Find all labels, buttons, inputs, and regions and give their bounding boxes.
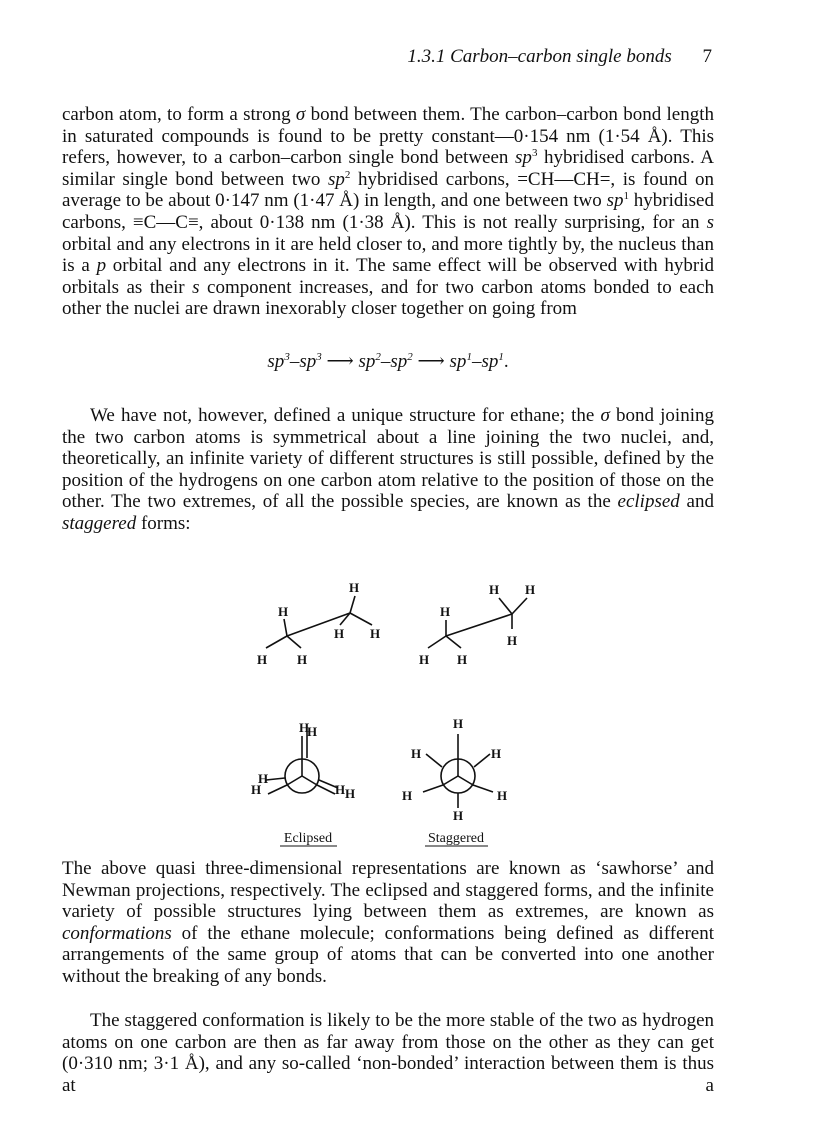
h-label: H [257, 652, 268, 667]
paragraph-staggered-stability: The staggered conformation is likely to be the more stable of the two as hydrogen atoms on one carbon are then as far away from those on the other as they can get (0·310 nm; 3·1 Å), and any so-called ‘non-bonded’ interaction between them is thus at a [62, 1010, 714, 1096]
hybridisation-sequence: $sp^3-sp^3$ ⟶ $sp^2-sp^2$ ⟶ $sp^1-sp^1$. [267, 351, 509, 372]
h-label: H [251, 782, 262, 797]
h-label: H [453, 716, 464, 731]
h-label: H [402, 788, 413, 803]
eclipsed-newman [266, 732, 338, 794]
section-title: 1.3.1 Carbon–carbon single bonds [407, 46, 672, 67]
h-label: H [507, 633, 518, 648]
h-label: H [440, 604, 451, 619]
h-label: H [335, 782, 346, 797]
h-label: H [419, 652, 430, 667]
h-label: H [370, 626, 381, 641]
caption-staggered: Staggered [428, 831, 484, 846]
h-label: H [258, 771, 269, 786]
staggered-newman [423, 734, 493, 808]
paragraph-conformations: The above quasi three-dimensional representations are known as ‘sawhorse’ and Newman projections, respectively. The eclipsed and staggered forms, and the infinite variety of possible structures lying between them as extremes, are known as conformations of the ethane molecule; conformations being defined as different arrangements of the same group of atoms that can be converted into one another without the breaking of any bonds. [62, 858, 714, 987]
h-label: H [491, 746, 502, 761]
h-label: H [349, 580, 360, 595]
h-label: H [497, 788, 508, 803]
ethane-conformations-figure [0, 572, 816, 852]
h-label: H [345, 786, 356, 801]
h-label: H [525, 582, 536, 597]
h-label: H [297, 652, 308, 667]
h-label: H [411, 746, 422, 761]
h-label: H [453, 808, 464, 823]
paragraph-bond-lengths: carbon atom, to form a strong σ bond between them. The carbon–carbon bond length in saturated compounds is found to be pretty constant—0·154 nm (1·54 Å). This refers, however, to a carbon–carbon single bond between $sp^3$ hybridised carbons. A similar single bond between two $sp^2$ hybridised carbons, =CH—CH=, is found on average to be about 0·147 nm (1·47 Å) in length, and one between two $sp^1$ hybridised carbons, ≡C—C≡, about 0·138 nm (1·38 Å). This is not really surprising, for an s orbital and any electrons in it are held closer to, and more tightly by, the nucleus than is a p orbital and any electrons in it. The same effect will be observed with hybrid orbitals as their s component increases, and for two carbon atoms bonded to each other the nuclei are drawn inexorably closer together on going from [62, 104, 715, 320]
h-label: H [457, 652, 468, 667]
h-label: H [278, 604, 289, 619]
h-label: H [307, 724, 318, 739]
caption-eclipsed: Eclipsed [283, 831, 333, 846]
h-label: H [299, 720, 310, 735]
h-label: H [334, 626, 345, 641]
running-head [62, 46, 712, 68]
paragraph-ethane-structure: We have not, however, defined a unique structure for ethane; the σ bond joining the two carbon atoms is symmetrical about a line joining the two nuclei, and, theoretically, an infinite variety of different structures is still possible, defined by the position of the hydrogens on one carbon atom relative to the position of those on the other. The two extremes, of all the possible species, are known as the eclipsed and staggered forms: [62, 405, 714, 534]
page-number: 7 [702, 46, 712, 67]
h-label: H [489, 582, 500, 597]
